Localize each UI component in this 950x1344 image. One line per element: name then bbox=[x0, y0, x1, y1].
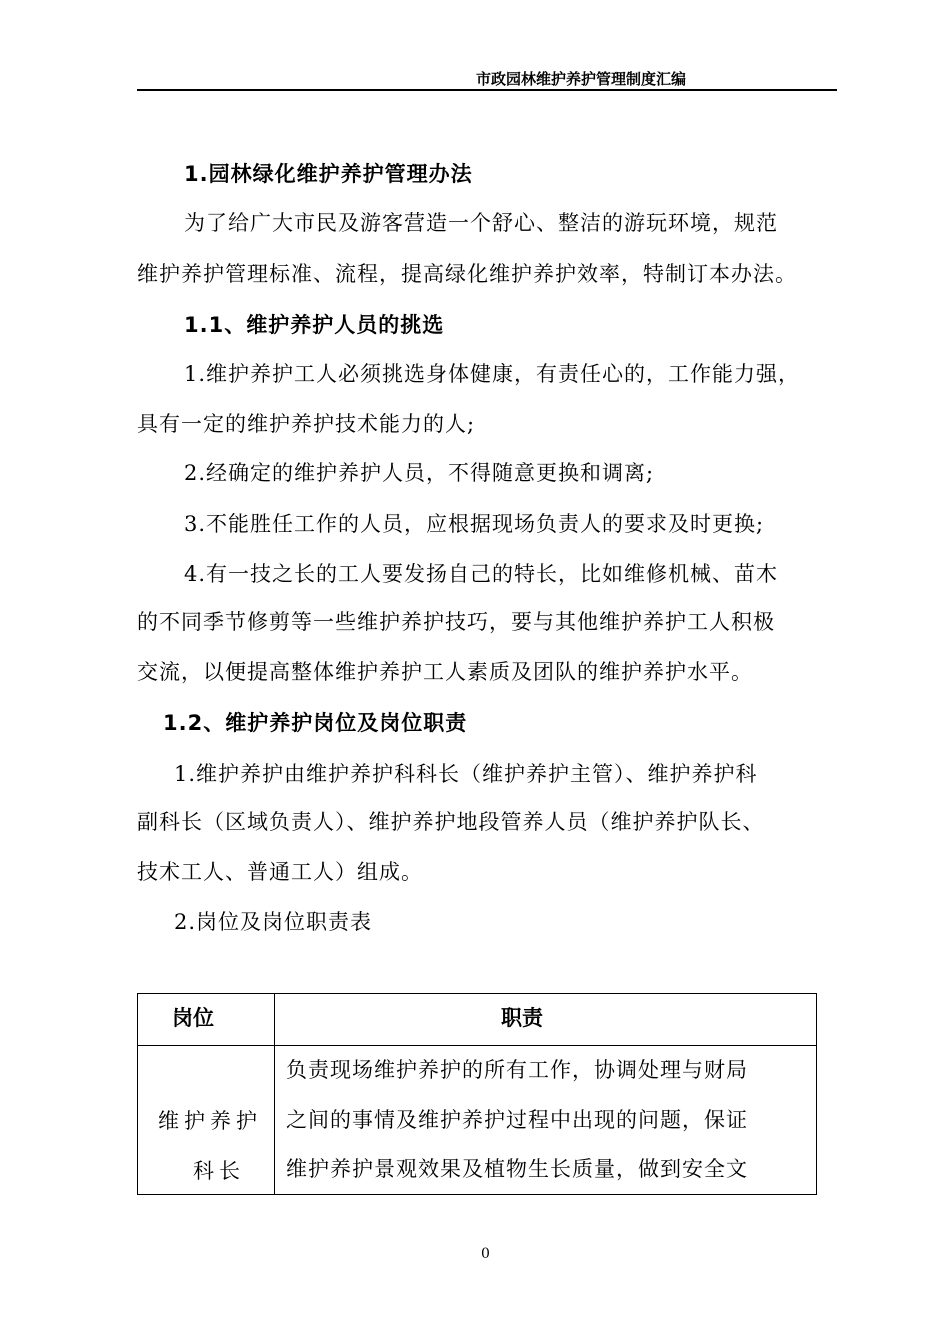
subsection-title-1-2: 1.2、维护养护岗位及岗位职责 bbox=[163, 711, 468, 735]
table-cell-duty-line-2: 之间的事情及维护养护过程中出现的问题，保证 bbox=[286, 1108, 748, 1132]
table-row-divider bbox=[138, 1045, 816, 1046]
item-4-line-3: 交流，以便提高整体维护养护工人素质及团队的维护养护水平。 bbox=[137, 660, 753, 684]
section-title: 1.园林绿化维护养护管理办法 bbox=[184, 162, 473, 186]
item-1-line-2: 具有一定的维护养护技术能力的人; bbox=[137, 412, 476, 436]
item-2: 2.经确定的维护养护人员，不得随意更换和调离; bbox=[184, 461, 655, 485]
running-header-title: 市政园林维护养护管理制度汇编 bbox=[476, 70, 687, 88]
table-cell-position-line-2: 科长 bbox=[193, 1159, 245, 1183]
s2-item-1-line-3: 技术工人、普通工人）组成。 bbox=[137, 860, 423, 884]
item-1-line-1: 1.维护养护工人必须挑选身体健康，有责任心的，工作能力强， bbox=[184, 362, 801, 386]
subsection-title-1-1: 1.1、维护养护人员的挑选 bbox=[184, 313, 445, 337]
duties-table bbox=[137, 993, 817, 1195]
header-rule bbox=[137, 89, 837, 91]
intro-line-1: 为了给广大市民及游客营造一个舒心、整洁的游玩环境，规范 bbox=[184, 211, 778, 235]
table-cell-duty-line-3: 维护养护景观效果及植物生长质量，做到安全文 bbox=[286, 1157, 748, 1181]
intro-line-2: 维护养护管理标准、流程，提高绿化维护养护效率，特制订本办法。 bbox=[137, 262, 797, 286]
item-4-line-2: 的不同季节修剪等一些维护养护技巧，要与其他维护养护工人积极 bbox=[137, 610, 775, 634]
s2-item-2: 2.岗位及岗位职责表 bbox=[174, 910, 373, 934]
s2-item-1-line-1: 1.维护养护由维护养护科科长（维护养护主管）、维护养护科 bbox=[174, 762, 758, 786]
page-number: 0 bbox=[481, 1246, 490, 1262]
item-3: 3.不能胜任工作的人员，应根据现场负责人的要求及时更换; bbox=[184, 512, 765, 536]
item-4-line-1: 4.有一技之长的工人要发扬自己的特长，比如维修机械、苗木 bbox=[184, 562, 779, 586]
table-column-divider bbox=[274, 994, 275, 1194]
s2-item-1-line-2: 副科长（区域负责人）、维护养护地段管养人员（维护养护队长、 bbox=[137, 810, 765, 834]
table-header-duty: 职责 bbox=[501, 1006, 543, 1030]
table-cell-duty-line-1: 负责现场维护养护的所有工作，协调处理与财局 bbox=[286, 1058, 748, 1082]
table-header-position: 岗位 bbox=[172, 1006, 214, 1030]
table-cell-position-line-1: 维护养护 bbox=[158, 1109, 262, 1133]
